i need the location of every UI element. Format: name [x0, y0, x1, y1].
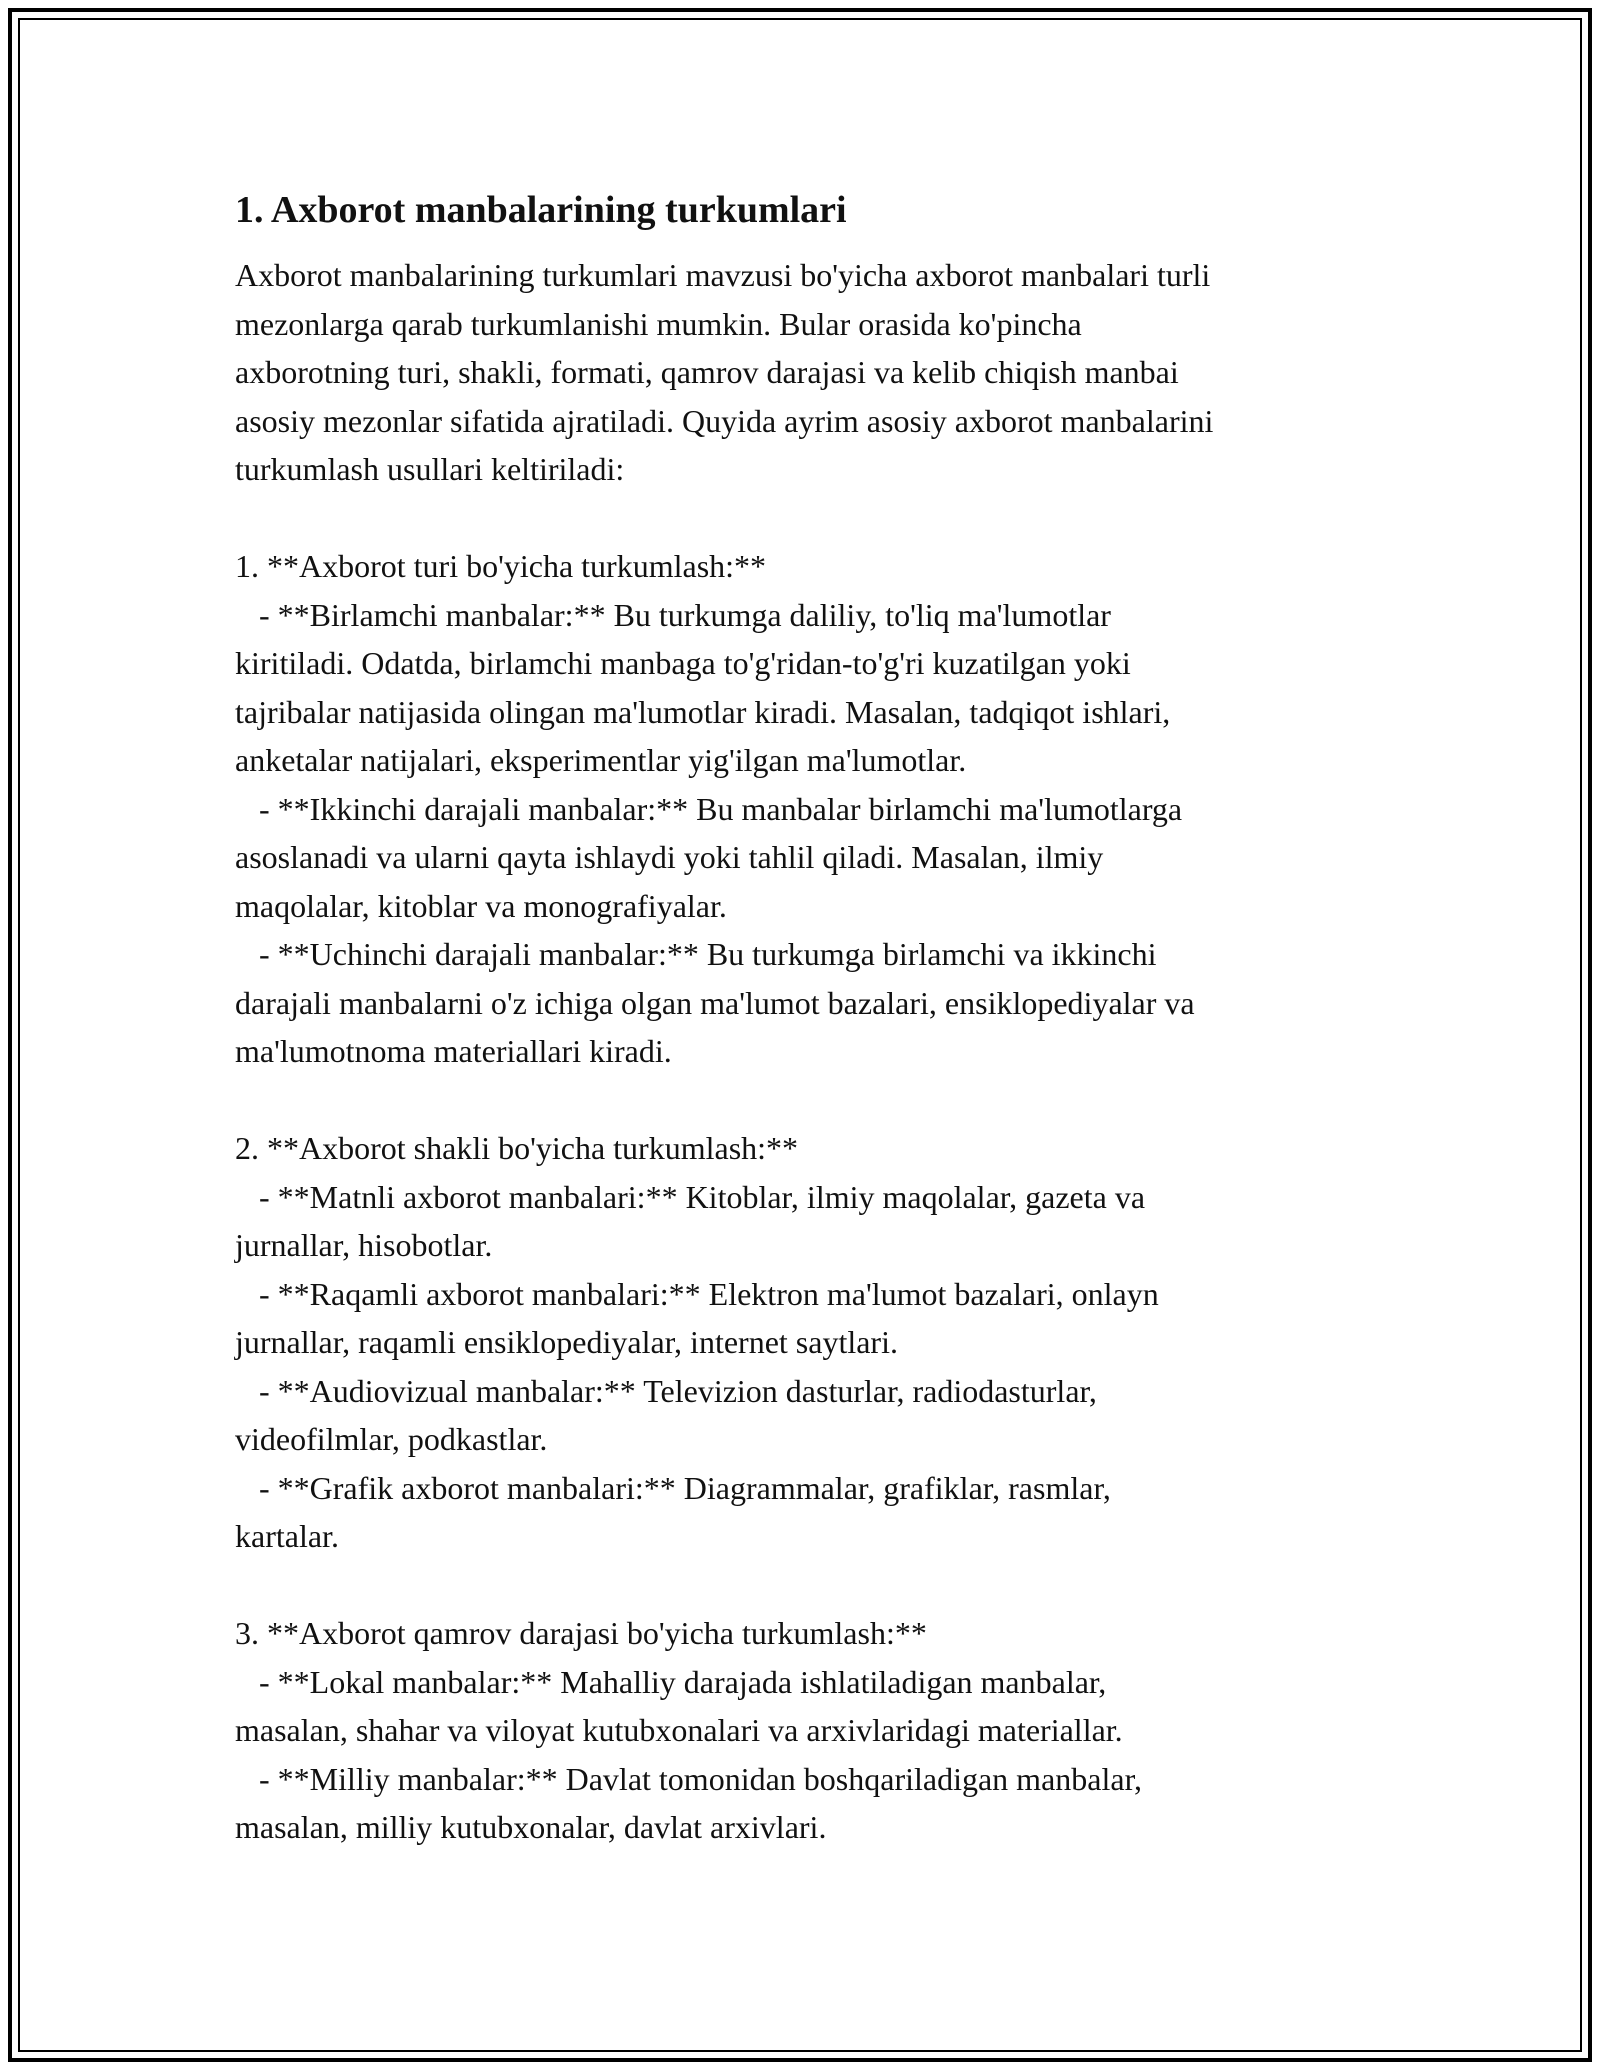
section-axborot-turi	[235, 542, 1375, 1076]
intro-line: asosiy mezonlar sifatida ajratiladi. Quyida ayrim asosiy axborot manbalarini	[235, 402, 1214, 439]
section-line: kartalar.	[235, 1518, 339, 1554]
section-line: ma'lumotnoma materiallari kiradi.	[235, 1033, 672, 1069]
section-line: - **Birlamchi manbalar:** Bu turkumga daliliy, to'liq ma'lumotlar	[235, 596, 1111, 633]
section-heading: 3. **Axborot qamrov darajasi bo'yicha turkumlash:**	[235, 1615, 927, 1651]
section-line: tajribalar natijasida olingan ma'lumotlar kiradi. Masalan, tadqiqot ishlari,	[235, 693, 1171, 730]
section-line: - **Uchinchi darajali manbalar:** Bu turkumga birlamchi va ikkinchi	[235, 936, 1157, 972]
section-line: videofilmlar, podkastlar.	[235, 1421, 548, 1457]
section-line: masalan, milliy kutubxonalar, davlat arxivlari.	[235, 1809, 827, 1845]
section-qamrov-darajasi	[235, 1609, 1375, 1852]
section-line: darajali manbalarni o'z ichiga olgan ma'lumot bazalari, ensiklopediyalar va	[235, 984, 1195, 1021]
section-line: kiritiladi. Odatda, birlamchi manbaga to'g'ridan-to'g'ri kuzatilgan yoki	[235, 645, 1131, 681]
section-line: - **Lokal manbalar:** Mahalliy darajada ishlatiladigan manbalar,	[235, 1663, 1107, 1700]
section-line: - **Raqamli axborot manbalari:** Elektron ma'lumot bazalari, onlayn	[235, 1275, 1159, 1312]
section-line: - **Audiovizual manbalar:** Televizion dasturlar, radiodasturlar,	[235, 1372, 1097, 1409]
intro-paragraph	[235, 251, 1375, 494]
section-line: anketalar natijalari, eksperimentlar yig'ilgan ma'lumotlar.	[235, 742, 967, 778]
section-line: jurnallar, hisobotlar.	[235, 1227, 493, 1263]
section-axborot-shakli	[235, 1124, 1375, 1561]
document-title: 1. Axborot manbalarining turkumlari	[235, 189, 847, 231]
section-heading: 1. **Axborot turi bo'yicha turkumlash:**	[235, 548, 767, 584]
section-line: - **Ikkinchi darajali manbalar:** Bu manbalar birlamchi ma'lumotlarga	[235, 790, 1183, 827]
section-line: jurnallar, raqamli ensiklopediyalar, internet saytlari.	[235, 1324, 898, 1360]
section-line: - **Milliy manbalar:** Davlat tomonidan boshqariladigan manbalar,	[235, 1760, 1142, 1797]
section-line: masalan, shahar va viloyat kutubxonalari va arxivlaridagi materiallar.	[235, 1712, 1123, 1748]
section-line: maqolalar, kitoblar va monografiyalar.	[235, 887, 727, 924]
section-line: - **Matnli axborot manbalari:** Kitoblar, ilmiy maqolalar, gazeta va	[235, 1178, 1146, 1215]
intro-line: axborotning turi, shakli, formati, qamrov darajasi va kelib chiqish manbai	[235, 354, 1179, 390]
intro-line: mezonlarga qarab turkumlanishi mumkin. Bular orasida ko'pincha	[235, 305, 1082, 342]
section-heading: 2. **Axborot shakli bo'yicha turkumlash:**	[235, 1130, 799, 1166]
intro-line: turkumlash usullari keltiriladi:	[235, 451, 625, 487]
intro-line: Axborot manbalarining turkumlari mavzusi bo'yicha axborot manbalari turli	[235, 257, 1211, 293]
document-body	[235, 185, 1375, 1852]
section-line: asoslanadi va ularni qayta ishlaydi yoki tahlil qiladi. Masalan, ilmiy	[235, 839, 1104, 875]
section-line: - **Grafik axborot manbalari:** Diagrammalar, grafiklar, rasmlar,	[235, 1469, 1111, 1506]
